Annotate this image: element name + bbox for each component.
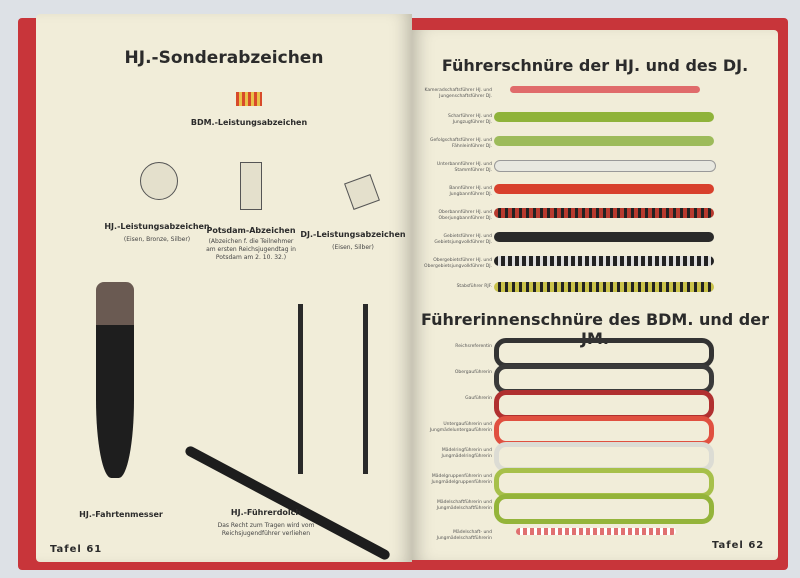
page-number: Tafel 61 <box>50 544 103 555</box>
cord-label: Kameradschaftsführer HJ. und Jungenschaftsführer DJ. <box>424 88 492 99</box>
cord-image <box>494 232 714 242</box>
cord-label: Mädelschaftführerin und Jungmädelschaftführerin <box>436 500 492 511</box>
cord-label: Gebietsführer HJ. und Gebietsjungvolkführer DJ. <box>434 234 492 245</box>
cord-image <box>494 494 714 524</box>
dj-badge-image <box>344 174 380 210</box>
cords-title-2: Führerinnenschnüre des BDM. und der JM. <box>421 310 769 348</box>
cord-label: Bannführer HJ. und Jungbannführer DJ. <box>449 186 492 197</box>
cord-label: Stabsführer RJF. <box>456 284 492 289</box>
badge-caption: DJ.-Leistungsabzeichen <box>300 230 406 239</box>
cord-label: Mädelgruppenführerin und Jungmädelgruppenführerin <box>431 474 492 485</box>
hanger-straps-image <box>298 304 368 474</box>
cord-image <box>516 528 676 535</box>
cord-label: Unterbannführer HJ. und Stammführer DJ. <box>436 162 492 173</box>
cord-image <box>494 208 714 218</box>
right-page <box>412 30 778 560</box>
cords-title-1: Führerschnüre der HJ. und des DJ. <box>441 56 749 75</box>
cord-image <box>494 160 716 172</box>
page-number: Tafel 62 <box>712 540 765 551</box>
cord-label: Obergebietsführer HJ. und Obergebietsjungvolkführer DJ. <box>424 258 492 269</box>
cord-label: Mädelschaft- und Jungmädelschaftführerin <box>436 530 492 541</box>
badge-caption: HJ.-Leistungsabzeichen <box>104 222 210 231</box>
cord-image <box>510 86 700 93</box>
cord-label: Mädelringführerin und Jungmädelringführerin <box>441 448 492 459</box>
knife-caption: HJ.-Fahrtenmesser <box>79 510 163 519</box>
cord-label: Gauführerin <box>465 396 492 401</box>
cord-image <box>494 184 714 194</box>
cord-label: Oberbannführer HJ. und Oberjungbannführer DJ. <box>438 210 492 221</box>
left-page-title: HJ.-Sonderabzeichen <box>124 48 324 68</box>
cord-image <box>494 136 714 146</box>
bdm-badge-image <box>236 92 262 106</box>
badge-subcaption: (Abzeichen f. die Teilnehmer am ersten Reichsjugendtag in Potsdam am 2. 10. 32.) <box>206 238 296 261</box>
badge-caption: BDM.-Leistungsabzeichen <box>190 118 308 127</box>
cord-label: Scharführer HJ. und Jungzugführer DJ. <box>447 114 492 125</box>
potsdam-badge-image <box>240 162 262 210</box>
dagger-subcaption: Das Recht zum Tragen wird vom Reichsjugendführer verliehen <box>217 522 315 537</box>
cord-image <box>494 112 714 122</box>
cord-label: Obergauführerin <box>454 370 492 375</box>
cord-label: Reichsreferentin <box>455 344 492 349</box>
left-page <box>36 14 412 562</box>
cord-label: Gefolgschaftsführer HJ. und Fähnleinführer DJ. <box>430 138 492 149</box>
badge-subcaption: (Eisen, Bronze, Silber) <box>123 236 191 243</box>
cord-image <box>494 256 714 266</box>
dagger-caption: HJ.-Führerdolch <box>230 508 302 517</box>
knife-image <box>96 282 134 478</box>
badge-caption: Potsdam-Abzeichen <box>206 226 296 235</box>
cord-image <box>494 282 714 292</box>
badge-subcaption: (Eisen, Silber) <box>332 244 374 251</box>
cord-label: Untergauführerin und Jungmädeluntergauführerin <box>429 422 492 433</box>
hj-badge-image <box>140 162 178 200</box>
